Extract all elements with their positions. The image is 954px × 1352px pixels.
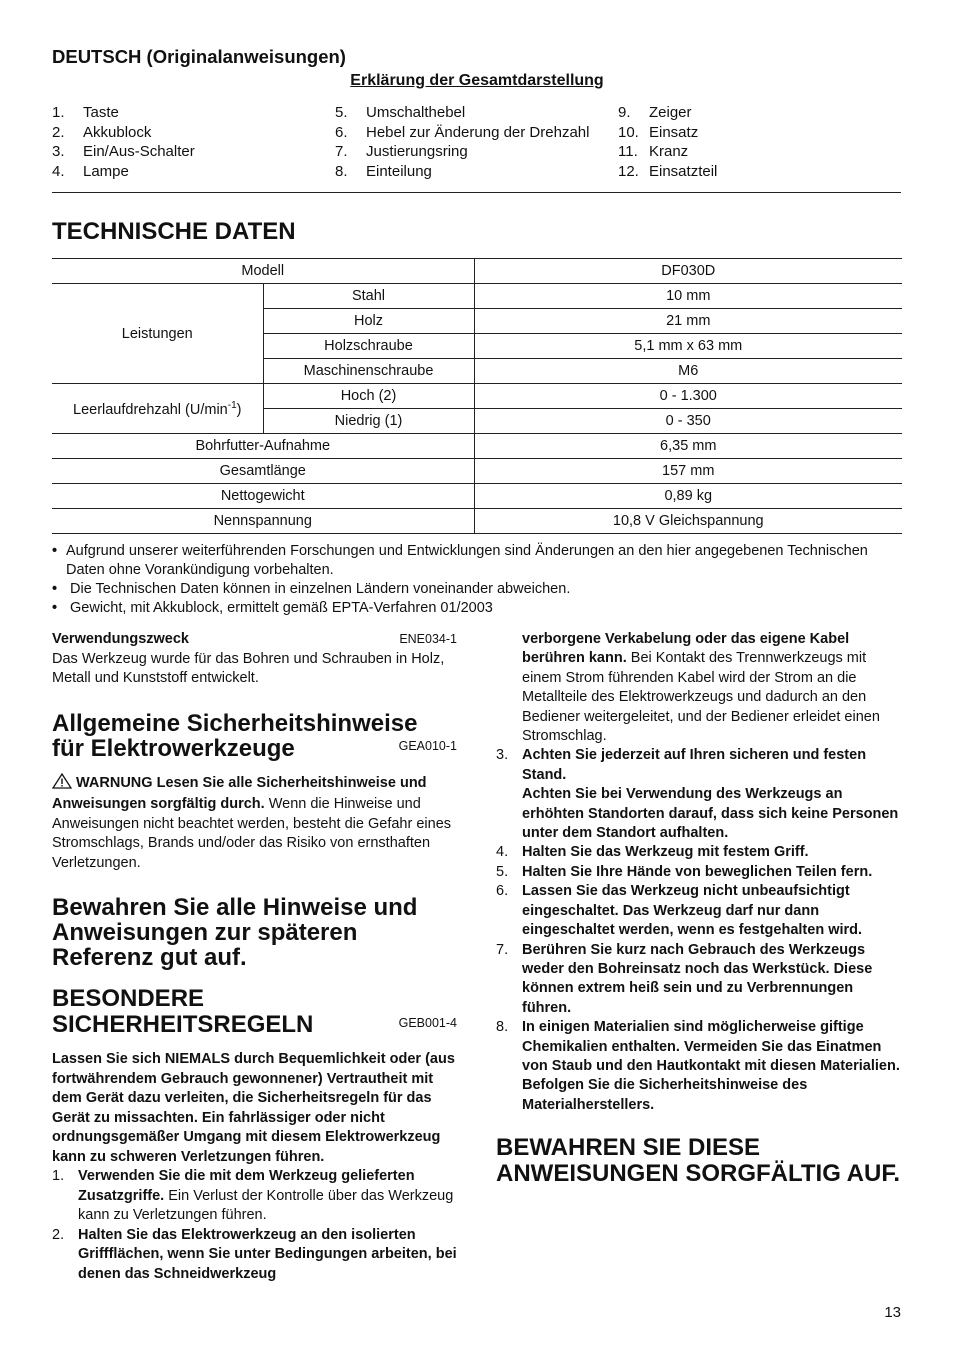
left-column	[52, 630, 457, 1284]
list-item	[618, 162, 717, 182]
item-number: 6.	[335, 123, 348, 141]
item-bold-extra: Achten Sie bei Verwendung des Werkzeugs an erhöhten Standorten darauf, dass sich keine Personen unter dem Standort aufhalten.	[522, 786, 899, 842]
list-item	[52, 580, 902, 599]
table-cell: 10 mm	[474, 284, 902, 309]
table-cell: Leistungen	[52, 284, 263, 384]
item-bold: Berühren Sie kurz nach Gebrauch des Werkzeugs weder den Bohreinsatz noch das Werkstück. Diese können extrem heiß sein und zu Verbrennungen führen.	[522, 941, 873, 1016]
list-item	[335, 162, 589, 182]
spec-table	[52, 258, 902, 534]
note-text: Aufgrund unserer weiterführenden Forschungen und Entwicklungen sind Änderungen an den hier angegebenen Technischen Daten ohne Vorankündigung vorbehalten.	[66, 543, 868, 578]
table-cell: 0 - 1.300	[474, 384, 902, 409]
special-title-row	[52, 1012, 457, 1038]
item-normal: Bei Kontakt des Trennwerkzeugs mit einem Strom führenden Kabel wird der Strom an die Metallteile des Elektrowerkzeugs und dadurch an den Bediener weitergeleitet, und der Bediener erleidet einen Stromschlag.	[522, 650, 880, 745]
item-bold: Halten Sie Ihre Hände von beweglichen Teilen fern.	[522, 863, 873, 880]
item-label: Justierungsring	[366, 143, 468, 160]
warning-paragraph	[52, 773, 457, 874]
general-title-line1: Allgemeine Sicherheitshinweise	[52, 709, 418, 737]
item-number: 7.	[496, 941, 509, 958]
item-label: Taste	[83, 104, 119, 121]
table-cell: Holz	[263, 309, 474, 334]
final-title: BEWAHREN SIE DIESE ANWEISUNGEN SORGFÄLTIG AUF.	[496, 1134, 900, 1187]
item-number: 5.	[335, 104, 348, 121]
table-row	[52, 384, 902, 409]
item-number: 1.	[52, 1168, 65, 1184]
bullet: •	[52, 600, 58, 616]
item-text	[522, 746, 902, 843]
general-safety-heading	[52, 711, 457, 761]
table-cell: Niedrig (1)	[263, 409, 474, 434]
doc-code: ENE034-1	[399, 632, 457, 646]
list-item	[52, 103, 195, 123]
item-number: 10.	[618, 123, 639, 141]
item-label: Einsatz	[649, 123, 699, 141]
item-number: 9.	[618, 104, 631, 121]
item-label: Hebel zur Änderung der Drehzahl	[366, 123, 590, 141]
list-item	[52, 1226, 457, 1285]
item-number: 5.	[496, 863, 509, 880]
item-bold: Verwenden Sie die mit dem Werkzeug gelieferten Zusatzgriffe.	[78, 1168, 415, 1204]
doc-code: GEA010-1	[398, 739, 457, 753]
item-bold: Lassen Sie das Werkzeug nicht unbeaufsichtigt eingeschaltet. Das Werkzeug darf nur dann eingeschaltet werden, wenn es festgehalten wird.	[522, 883, 863, 939]
item-number: 12.	[618, 162, 639, 180]
special-title-line2: SICHERHEITSREGELN	[52, 1010, 314, 1038]
item-label: Kranz	[649, 143, 689, 160]
speed-label: Leerlaufdrehzahl (U/min	[73, 401, 228, 418]
item-label: Umschalthebel	[366, 104, 466, 121]
list-item	[335, 103, 589, 123]
overview-title: Erklärung der Gesamtdarstellung	[350, 72, 604, 89]
list-item	[618, 103, 717, 123]
list-item	[618, 123, 717, 143]
item-bold: Halten Sie das Elektrowerkzeug an den isolierten Griffflächen, wenn Sie unter Bedingungen arbeiten, bei denen das Schneidwerkzeug	[78, 1226, 457, 1282]
list-item	[496, 941, 902, 1019]
bullet: •	[52, 543, 58, 559]
item-bold: In einigen Materialien sind möglicherweise giftige Chemikalien enthalten. Vermeiden Sie das Einatmen von Staub und den Hautkontakt mit diesen Materialien. Befolgen Sie die Sicherheitshinweise des Materialherstellers.	[522, 1019, 900, 1113]
list-item	[496, 882, 902, 940]
item-number: 3.	[52, 143, 65, 160]
speed-label-close: )	[236, 401, 242, 418]
table-cell: 5,1 mm x 63 mm	[474, 334, 902, 359]
list-item	[335, 142, 589, 162]
tech-data-title: TECHNISCHE DATEN	[52, 218, 296, 245]
right-column	[496, 630, 902, 1186]
warning-bold: WARNUNG Lesen Sie alle Sicherheitshinweise und Anweisungen sorgfältig durch.	[52, 774, 427, 812]
table-cell: 157 mm	[474, 459, 902, 484]
list-item	[618, 142, 717, 162]
table-row	[52, 259, 902, 284]
notes-list	[52, 542, 902, 618]
item-number: 8.	[496, 1019, 509, 1036]
table-cell: Stahl	[263, 284, 474, 309]
item-number: 2.	[52, 123, 65, 141]
item-number: 4.	[496, 844, 509, 861]
item-continuation	[496, 630, 902, 746]
language-heading: DEUTSCH (Originalanweisungen)	[52, 46, 346, 67]
list-item	[52, 162, 195, 182]
item-number: 7.	[335, 143, 348, 160]
item-bold: Halten Sie das Werkzeug mit festem Griff.	[522, 844, 809, 861]
note-text: Die Technischen Daten können in einzelnen Ländern voneinander abweichen.	[70, 581, 571, 597]
table-cell: Bohrfutter-Aufnahme	[52, 434, 474, 459]
bullet: •	[52, 581, 58, 597]
warning-text: Wenn die Hinweise und Anweisungen nicht beachtet werden, besteht die Gefahr eines Stromschlags, Brands und/oder das Risiko von ernsthaften Verletzungen.	[52, 796, 452, 871]
table-cell: Nennspannung	[52, 509, 474, 534]
item-number: 8.	[335, 162, 348, 180]
use-heading-row	[52, 630, 457, 650]
item-number: 11.	[618, 143, 638, 160]
list-item	[52, 142, 195, 162]
speed-exponent: -1	[227, 399, 237, 411]
special-rules-heading	[52, 986, 457, 1037]
item-text	[78, 1167, 457, 1226]
note-text: Gewicht, mit Akkublock, ermittelt gemäß EPTA-Verfahren 01/2003	[70, 600, 493, 616]
table-cell	[52, 384, 263, 434]
list-item	[496, 843, 902, 862]
special-intro: Lassen Sie sich NIEMALS durch Bequemlichkeit oder (aus fortwährendem Gebrauch gewonnener) Vertrautheit mit dem Gerät dazu verleiten, die Sicherheitsregeln für das Gerät zu missachten. Ein fahrlässiger oder nicht ordnungsgemäßer Umgang mit diesem Elektrowerkzeug kann zu schweren Verletzungen führen.	[52, 1051, 455, 1165]
item-label: Zeiger	[649, 104, 692, 121]
item-label: Akkublock	[83, 123, 152, 141]
table-cell: Maschinenschraube	[263, 359, 474, 384]
table-row	[52, 434, 902, 459]
item-label: Lampe	[83, 162, 129, 180]
item-label: Einteilung	[366, 162, 432, 180]
list-item	[52, 1167, 457, 1226]
item-number: 1.	[52, 104, 65, 121]
item-number: 4.	[52, 162, 65, 180]
list-item	[52, 542, 902, 580]
list-item	[335, 123, 589, 143]
item-bold: Achten Sie jederzeit auf Ihren sicheren und festen Stand.	[522, 747, 867, 783]
item-number: 3.	[496, 747, 509, 764]
table-cell: Nettogewicht	[52, 484, 474, 509]
list-item	[52, 123, 195, 143]
item-label: Ein/Aus-Schalter	[83, 143, 195, 160]
table-cell: 0 - 350	[474, 409, 902, 434]
table-cell: Modell	[52, 259, 474, 284]
table-row	[52, 284, 902, 309]
table-cell: Holzschraube	[263, 334, 474, 359]
table-cell: Hoch (2)	[263, 384, 474, 409]
list-item	[496, 863, 902, 882]
item-number: 2.	[52, 1226, 65, 1243]
parts-column-3	[618, 103, 717, 181]
table-cell: DF030D	[474, 259, 902, 284]
keep-instructions-title: Bewahren Sie alle Hinweise und Anweisungen zur späteren Referenz gut auf.	[52, 894, 418, 971]
page-number: 13	[884, 1304, 901, 1321]
special-title-line1: BESONDERE	[52, 985, 205, 1012]
table-cell: Gesamtlänge	[52, 459, 474, 484]
general-title-row	[52, 736, 457, 761]
list-item	[52, 599, 902, 618]
table-cell: M6	[474, 359, 902, 384]
table-row	[52, 484, 902, 509]
item-label: Einsatzteil	[649, 162, 718, 180]
doc-code: GEB001-4	[398, 1015, 457, 1030]
parts-column-2	[335, 103, 589, 181]
divider	[52, 192, 901, 193]
general-title-line2: für Elektrowerkzeuge	[52, 734, 295, 762]
item-bold: verborgene Verkabelung oder das eigene Kabel berühren kann.	[522, 631, 850, 667]
table-cell: 6,35 mm	[474, 434, 902, 459]
use-text: Das Werkzeug wurde für das Bohren und Schrauben in Holz, Metall und Kunststoff entwickelt.	[52, 650, 445, 686]
table-cell: 21 mm	[474, 309, 902, 334]
list-item	[496, 746, 902, 843]
list-item	[496, 1018, 902, 1115]
use-title: Verwendungszweck	[52, 631, 189, 647]
warning-triangle-icon	[52, 773, 72, 796]
table-row	[52, 459, 902, 484]
table-cell: 10,8 V Gleichspannung	[474, 509, 902, 534]
item-number: 6.	[496, 883, 509, 900]
table-row	[52, 509, 902, 534]
item-normal: Ein Verlust der Kontrolle über das Werkzeug kann zu Verletzungen führen.	[78, 1187, 454, 1223]
table-cell: 0,89 kg	[474, 484, 902, 509]
parts-column-1	[52, 103, 195, 181]
